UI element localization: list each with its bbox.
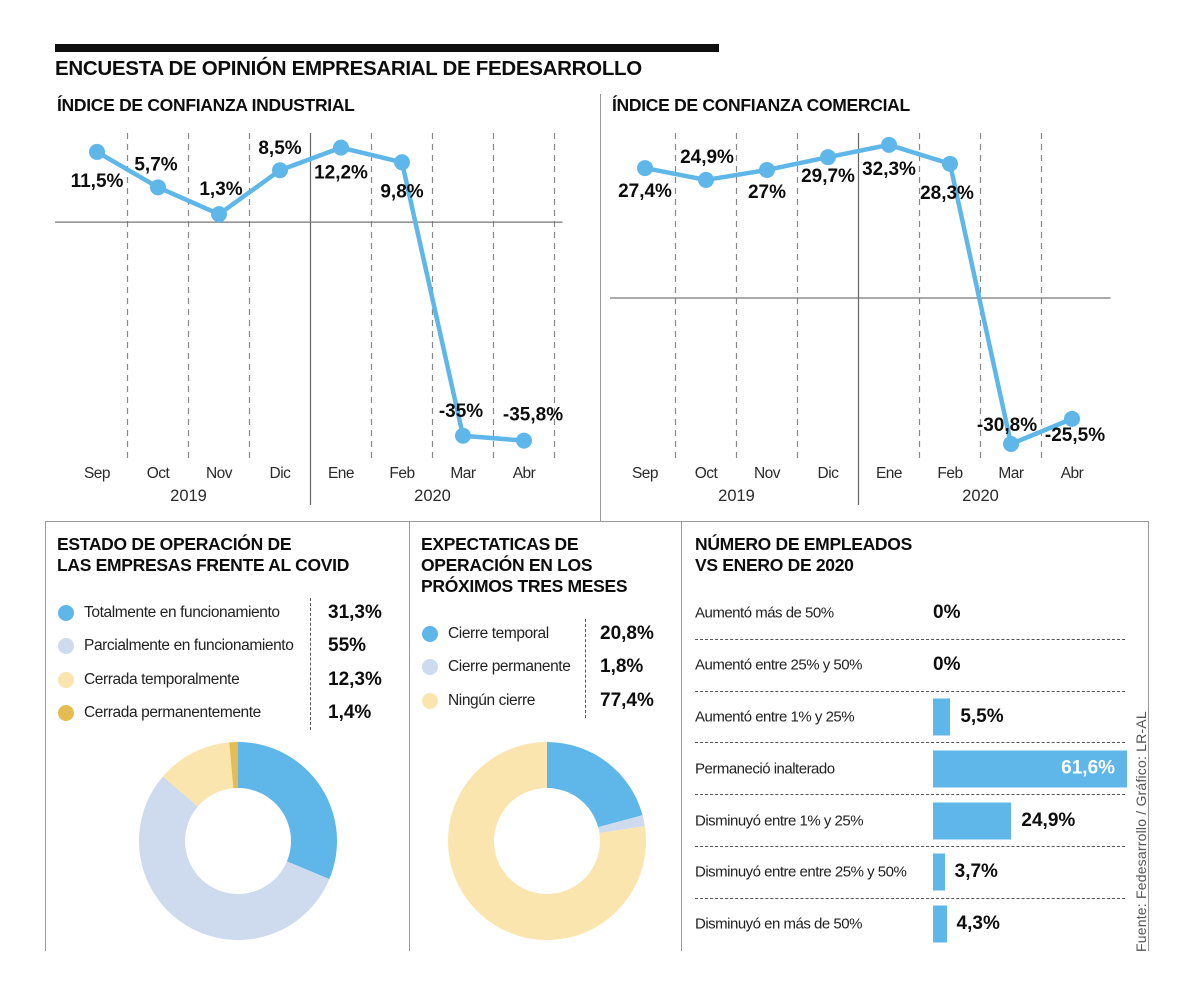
panel-border-left <box>45 521 46 951</box>
month-label: Feb <box>937 465 963 482</box>
month-label: Mar <box>998 465 1024 482</box>
legend-dot-icon <box>422 626 438 642</box>
legend-item <box>56 596 406 630</box>
comercial-line-chart <box>610 120 1150 520</box>
bar-label: Disminuyó entre entre 25% y 50% <box>695 863 907 881</box>
section-divider <box>45 521 1149 522</box>
legend-item <box>420 651 678 685</box>
bar-label: Aumentó más de 50% <box>695 604 834 622</box>
legend-value: 55% <box>328 635 367 657</box>
legend-label: Cierre permanente <box>448 658 571 676</box>
bar-label: Permaneció inalterado <box>695 760 835 778</box>
month-label: Oct <box>694 465 718 482</box>
data-label: 27,4% <box>618 181 672 203</box>
bar-row <box>695 692 1125 744</box>
data-label: 12,2% <box>314 162 368 184</box>
legend-value: 20,8% <box>600 622 654 644</box>
operation-status-donut <box>138 741 338 941</box>
data-point <box>394 154 410 170</box>
month-label: Nov <box>753 465 781 482</box>
month-label: Sep <box>631 465 659 482</box>
data-point <box>698 172 714 188</box>
title-line: ESTADO DE OPERACIÓN DE <box>57 534 292 554</box>
page-title: ENCUESTA DE OPINIÓN EMPRESARIAL DE FEDESARROLLO <box>55 57 642 80</box>
data-point <box>272 162 288 178</box>
bar-row <box>695 588 1125 640</box>
data-point <box>333 140 349 156</box>
industrial-chart-title: ÍNDICE DE CONFIANZA INDUSTRIAL <box>57 95 355 115</box>
data-label: 27% <box>747 181 787 203</box>
comercial-chart-title: ÍNDICE DE CONFIANZA COMERCIAL <box>612 95 910 115</box>
employees-title <box>695 534 912 576</box>
data-label: 29,7% <box>801 166 855 188</box>
legend-value: 12,3% <box>328 668 382 690</box>
year-label: 2020 <box>414 487 451 505</box>
bar-row <box>695 743 1125 795</box>
data-label: -30,8% <box>976 415 1038 437</box>
title-line: PRÓXIMOS TRES MESES <box>421 576 628 596</box>
data-label: -25,5% <box>1044 424 1106 446</box>
bar-value: 3,7% <box>954 861 998 883</box>
year-label: 2020 <box>962 487 999 505</box>
bar-value: 5,5% <box>960 705 1004 727</box>
legend-item <box>56 663 406 697</box>
data-label: 28,3% <box>920 182 974 204</box>
legend-dot-icon <box>58 638 74 654</box>
legend-dot-icon <box>58 605 74 621</box>
month-label: Abr <box>1060 465 1084 482</box>
legend-label: Parcialmente en funcionamiento <box>84 637 294 655</box>
legend-value: 31,3% <box>328 601 382 623</box>
donut-slice-20,8% <box>547 742 643 827</box>
month-label: Dic <box>269 465 291 482</box>
month-label: Nov <box>205 465 233 482</box>
data-label: 8,5% <box>258 138 302 160</box>
data-label: 24,9% <box>680 146 734 168</box>
data-label: 1,3% <box>199 179 243 201</box>
bar <box>933 906 947 943</box>
month-label: Abr <box>512 465 536 482</box>
data-label: 5,7% <box>134 154 178 176</box>
bar-row <box>695 640 1125 692</box>
legend-dot-icon <box>58 705 74 721</box>
legend-dot-icon <box>422 693 438 709</box>
title-line: VS ENERO DE 2020 <box>695 555 854 575</box>
operation-status-title <box>57 534 349 576</box>
month-label: Ene <box>327 465 355 482</box>
legend-label: Cerrada permanentemente <box>84 704 261 722</box>
legend-value: 77,4% <box>600 689 654 711</box>
bar-row <box>695 899 1125 950</box>
bar <box>933 802 1011 839</box>
month-label: Feb <box>389 465 415 482</box>
month-label: Mar <box>450 465 476 482</box>
data-label: 9,8% <box>380 181 424 203</box>
bar-label: Aumentó entre 25% y 50% <box>695 656 862 674</box>
bar-value: 0% <box>933 654 961 676</box>
bar-label: Disminuyó en más de 50% <box>695 915 862 933</box>
employees-bar-chart <box>695 588 1125 950</box>
operation-status-legend <box>56 596 406 730</box>
industrial-line-chart <box>55 120 600 520</box>
panel-divider-2 <box>681 521 682 951</box>
expectations-title <box>421 534 627 597</box>
month-label: Sep <box>83 465 111 482</box>
title-line: LAS EMPRESAS FRENTE AL COVID <box>57 555 350 575</box>
month-label: Ene <box>875 465 903 482</box>
title-line: EXPECTATICAS DE <box>421 534 579 554</box>
legend-label: Cierre temporal <box>448 624 549 642</box>
bar <box>933 854 945 891</box>
year-label: 2019 <box>718 487 755 505</box>
data-point <box>211 206 227 222</box>
data-point <box>455 428 471 444</box>
bar-label: Disminuyó entre 1% y 25% <box>695 812 864 830</box>
bar-value: 61,6% <box>1061 757 1116 779</box>
legend-value: 1,4% <box>328 702 372 724</box>
panel-divider-1 <box>409 521 410 951</box>
data-point <box>759 162 775 178</box>
legend-item <box>56 630 406 664</box>
title-line: OPERACIÓN EN LOS <box>421 555 593 575</box>
data-point <box>942 156 958 172</box>
year-label: 2019 <box>170 487 207 505</box>
data-point <box>637 160 653 176</box>
bar-row <box>695 847 1125 899</box>
expectations-donut <box>447 741 647 941</box>
bar-value: 24,9% <box>1021 809 1076 831</box>
legend-dot-icon <box>58 672 74 688</box>
bar-row <box>695 795 1125 847</box>
month-label: Dic <box>817 465 839 482</box>
legend-separator <box>585 619 586 718</box>
data-point <box>1003 436 1019 452</box>
legend-dot-icon <box>422 659 438 675</box>
bar-value: 4,3% <box>956 913 1000 935</box>
legend-label: Ningún cierre <box>448 691 535 709</box>
legend-label: Cerrada temporalmente <box>84 670 240 688</box>
bar-value: 0% <box>933 602 961 624</box>
data-label: 32,3% <box>862 158 916 180</box>
chart-divider <box>600 94 601 521</box>
data-point <box>516 433 532 449</box>
legend-separator <box>310 598 311 730</box>
data-point <box>820 149 836 165</box>
expectations-legend <box>420 617 678 718</box>
top-accent-bar <box>55 44 719 52</box>
donut-slice-31,3% <box>238 742 337 879</box>
data-point <box>150 179 166 195</box>
month-label: Oct <box>146 465 170 482</box>
legend-item <box>56 697 406 731</box>
data-label: -35,8% <box>502 404 564 426</box>
legend-item <box>420 684 678 718</box>
source-credit: Fuente: Fedesarrollo / Gráfico: LR-AL <box>1133 711 1149 952</box>
legend-item <box>420 617 678 651</box>
data-label: 11,5% <box>70 170 124 192</box>
data-point <box>881 137 897 153</box>
bar <box>933 698 950 735</box>
data-point <box>89 144 105 160</box>
legend-value: 1,8% <box>600 656 644 678</box>
data-label: -35% <box>438 400 484 422</box>
title-line: NÚMERO DE EMPLEADOS <box>695 534 912 554</box>
bar-label: Aumentó entre 1% y 25% <box>695 708 855 726</box>
bar <box>933 750 1127 787</box>
legend-label: Totalmente en funcionamiento <box>84 603 280 621</box>
